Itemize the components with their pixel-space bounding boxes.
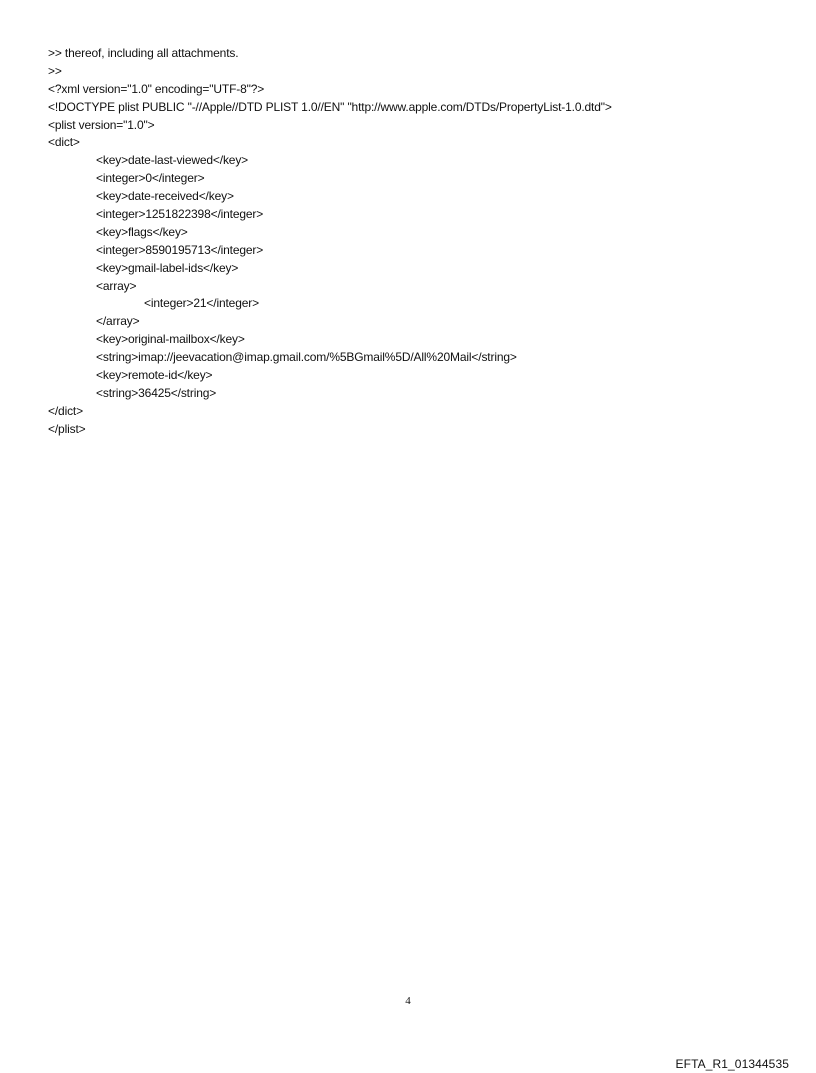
value-line: <integer>21</integer>	[144, 296, 259, 311]
key-line: <key>gmail-label-ids</key>	[96, 260, 239, 275]
dict-close-line: </dict>	[48, 403, 83, 418]
value-line: <integer>1251822398</integer>	[96, 207, 264, 222]
array-close-line: </array>	[96, 314, 140, 329]
value-line: <integer>8590195713</integer>	[96, 242, 264, 257]
key-line: <key>flags</key>	[96, 224, 188, 239]
bates-number: EFTA_R1_01344535	[675, 1057, 789, 1071]
key-line: <key>remote-id</key>	[96, 368, 213, 383]
key-line: <key>original-mailbox</key>	[96, 332, 245, 347]
plist-close-line: </plist>	[48, 421, 86, 436]
doctype-line: <!DOCTYPE plist PUBLIC "-//Apple//DTD PLIST 1.0//EN" "http://www.apple.com/DTDs/PropertyList-1.0.dtd">	[48, 99, 612, 114]
document-body	[48, 45, 776, 439]
key-line: <key>date-received</key>	[96, 189, 234, 204]
array-open-line: <array>	[96, 278, 137, 293]
value-line: <string>36425</string>	[96, 385, 217, 400]
value-line: <integer>0</integer>	[96, 171, 205, 186]
text-line: >>	[48, 63, 62, 78]
plist-open-line: <plist version="1.0">	[48, 117, 155, 132]
page-number: 4	[405, 995, 411, 1007]
xml-declaration-line: <?xml version="1.0" encoding="UTF-8"?>	[48, 81, 265, 96]
value-line: <string>imap://jeevacation@imap.gmail.com/%5BGmail%5D/All%20Mail</string>	[96, 350, 517, 365]
dict-open-line: <dict>	[48, 135, 80, 150]
text-line: >> thereof, including all attachments.	[48, 46, 239, 60]
key-line: <key>date-last-viewed</key>	[96, 153, 249, 168]
